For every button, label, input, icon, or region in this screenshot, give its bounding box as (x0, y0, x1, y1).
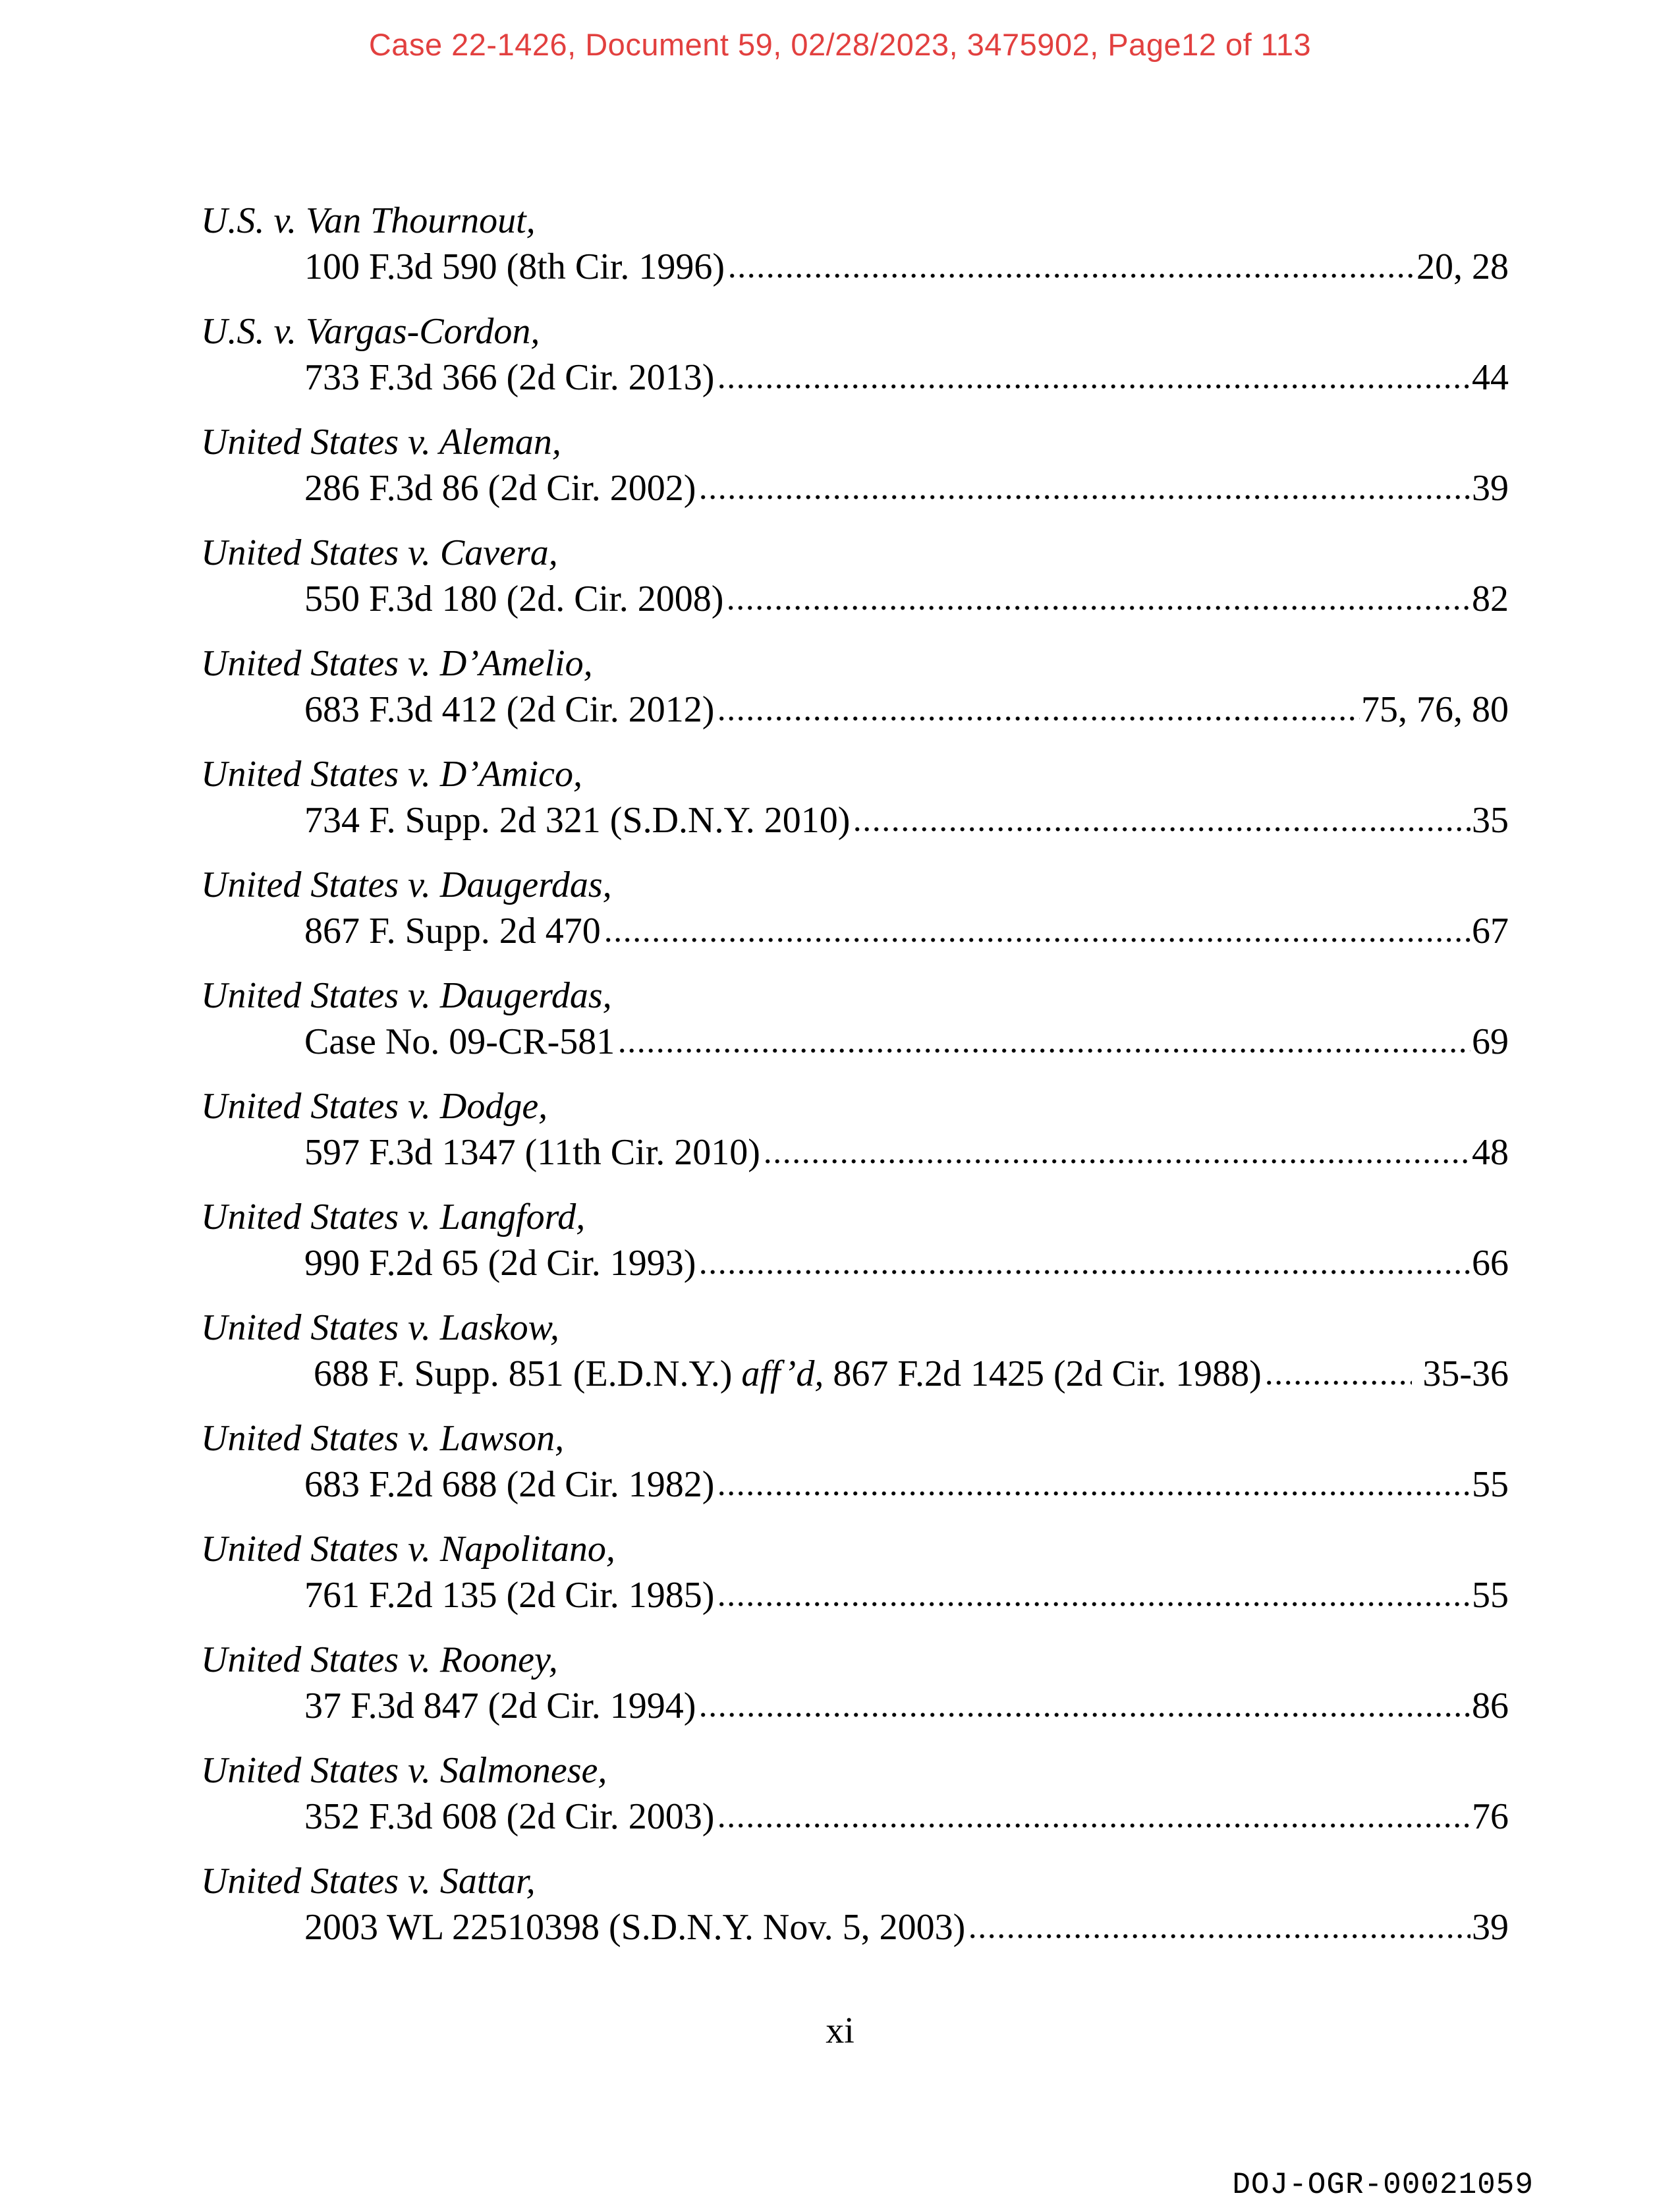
case-name: United States v. Daugerdas, (201, 975, 612, 1016)
case-citation (304, 687, 714, 733)
case-citation-segment: Case No. 09-CR-581 (304, 1021, 615, 1062)
case-name: United States v. D’Amico, (201, 754, 583, 795)
case-citation-line (201, 1572, 1509, 1618)
case-citation-line (201, 1794, 1509, 1840)
case-name: United States v. Laskow, (201, 1307, 559, 1348)
dot-leader (719, 1823, 1470, 1829)
case-entry (201, 1305, 1509, 1397)
case-citation (304, 908, 601, 954)
case-citation-segment: 867 F. Supp. 2d 470 (304, 911, 601, 951)
case-citation-segment: 761 F.2d 135 (2d Cir. 1985) (304, 1575, 715, 1616)
cited-pages: 20, 28 (1416, 246, 1509, 287)
case-name: United States v. D’Amelio, (201, 643, 593, 684)
case-citation-line (201, 465, 1509, 511)
dot-leader (620, 1048, 1470, 1054)
case-citation-line (201, 1461, 1509, 1508)
case-entry (201, 751, 1509, 843)
case-entry (201, 640, 1509, 733)
case-citation (304, 1019, 615, 1065)
case-entry (201, 1194, 1509, 1286)
case-citation-line (201, 1351, 1509, 1397)
case-entry (201, 308, 1509, 401)
case-name: United States v. Sattar, (201, 1861, 536, 1902)
case-citation (304, 354, 714, 401)
case-citation-segment: 734 F. Supp. 2d 321 (S.D.N.Y. 2010) (304, 800, 851, 841)
case-name: U.S. v. Vargas-Cordon, (201, 311, 540, 352)
case-citation (304, 465, 696, 511)
case-entry (201, 1526, 1509, 1618)
cited-pages: 39 (1472, 1907, 1509, 1948)
case-citation-segment: 37 F.3d 847 (2d Cir. 1994) (304, 1686, 696, 1726)
case-citation-segment: 550 F.3d 180 (2d. Cir. 2008) (304, 579, 724, 619)
case-citation (304, 576, 723, 622)
cited-pages: 75, 76, 80 (1361, 689, 1509, 730)
case-name: United States v. Dodge, (201, 1086, 548, 1127)
case-citation-line (201, 908, 1509, 954)
cited-pages: 86 (1472, 1686, 1509, 1726)
case-citation-line (201, 1683, 1509, 1729)
bates-number: DOJ-OGR-00021059 (1232, 2168, 1534, 2202)
dot-leader (1267, 1380, 1413, 1386)
case-citation-segment: 867 F.2d 1425 (2d Cir. 1988) (824, 1353, 1262, 1394)
cited-pages: 44 (1472, 357, 1509, 398)
cited-pages: 55 (1472, 1575, 1509, 1616)
case-name: United States v. Napolitano, (201, 1529, 615, 1570)
case-name: United States v. Lawson, (201, 1418, 565, 1459)
dot-leader (719, 383, 1470, 389)
case-name: United States v. Daugerdas, (201, 865, 612, 905)
dot-leader (970, 1933, 1470, 1939)
cited-pages: 35-36 (1413, 1353, 1509, 1394)
case-citation-segment: 100 F.3d 590 (8th Cir. 1996) (304, 246, 725, 287)
dot-leader (701, 494, 1470, 500)
case-citation-segment: 2003 WL 22510398 (S.D.N.Y. Nov. 5, 2003) (304, 1907, 966, 1948)
dot-leader (719, 1601, 1470, 1607)
cited-pages: 55 (1472, 1464, 1509, 1505)
case-citation-line (201, 1904, 1509, 1950)
cited-pages: 66 (1472, 1243, 1509, 1284)
case-entry (201, 198, 1509, 290)
dot-leader (606, 937, 1470, 943)
case-citation (304, 1683, 696, 1729)
case-citation (304, 1461, 714, 1508)
case-citation (304, 797, 850, 843)
case-entry (201, 1083, 1509, 1176)
case-citation-segment: 683 F.3d 412 (2d Cir. 2012) (304, 689, 715, 730)
page-number: xi (826, 2010, 854, 2051)
cited-pages: 48 (1472, 1132, 1509, 1173)
case-citation-line (201, 1129, 1509, 1176)
dot-leader (729, 605, 1470, 611)
cited-pages: 39 (1472, 468, 1509, 509)
case-citation-line (201, 576, 1509, 622)
case-citation (304, 1572, 714, 1618)
case-citation-line (201, 687, 1509, 733)
case-entry (201, 419, 1509, 511)
case-entry (201, 1637, 1509, 1729)
case-name: United States v. Rooney, (201, 1639, 558, 1680)
dot-leader (701, 1712, 1470, 1718)
cited-pages: 69 (1472, 1021, 1509, 1062)
court-filing-stamp: Case 22-1426, Document 59, 02/28/2023, 3475902, Page12 of 113 (368, 27, 1312, 62)
case-entry (201, 1858, 1509, 1950)
dot-leader (719, 1490, 1470, 1496)
cited-pages: 35 (1472, 800, 1509, 841)
case-name: U.S. v. Van Thournout, (201, 200, 536, 241)
case-citation-segment: 990 F.2d 65 (2d Cir. 1993) (304, 1243, 696, 1284)
case-entry (201, 530, 1509, 622)
cited-pages: 76 (1472, 1796, 1509, 1837)
case-citation-line (201, 1019, 1509, 1065)
case-citation (304, 244, 725, 290)
case-citation-line (201, 354, 1509, 401)
table-of-authorities-list (201, 198, 1509, 1969)
case-entry (201, 973, 1509, 1065)
case-citation-segment: aff’d, (741, 1353, 824, 1394)
case-citation-segment: 597 F.3d 1347 (11th Cir. 2010) (304, 1132, 760, 1173)
cited-pages: 67 (1472, 911, 1509, 951)
dot-leader (766, 1158, 1470, 1164)
case-citation-segment: 286 F.3d 86 (2d Cir. 2002) (304, 468, 696, 509)
case-entry (201, 1415, 1509, 1508)
case-citation (304, 1129, 760, 1176)
dot-leader (719, 716, 1360, 722)
case-citation (304, 1904, 965, 1950)
case-citation (304, 1351, 1262, 1397)
case-name: United States v. Aleman, (201, 422, 561, 463)
case-citation-segment: 733 F.3d 366 (2d Cir. 2013) (304, 357, 715, 398)
dot-leader (855, 826, 1470, 832)
case-entry (201, 862, 1509, 954)
dot-leader (730, 273, 1415, 279)
cited-pages: 82 (1472, 579, 1509, 619)
case-citation-segment: 683 F.2d 688 (2d Cir. 1982) (304, 1464, 715, 1505)
case-citation-line (201, 1240, 1509, 1286)
case-citation-line (201, 797, 1509, 843)
case-name: United States v. Cavera, (201, 532, 558, 573)
case-name: United States v. Langford, (201, 1197, 586, 1237)
case-citation-segment: 688 F. Supp. 851 (E.D.N.Y.) (304, 1353, 742, 1394)
case-name: United States v. Salmonese, (201, 1750, 607, 1791)
case-citation (304, 1240, 696, 1286)
dot-leader (701, 1269, 1470, 1275)
case-citation (304, 1794, 714, 1840)
case-entry (201, 1747, 1509, 1840)
case-citation-segment: 352 F.3d 608 (2d Cir. 2003) (304, 1796, 715, 1837)
case-citation-line (201, 244, 1509, 290)
